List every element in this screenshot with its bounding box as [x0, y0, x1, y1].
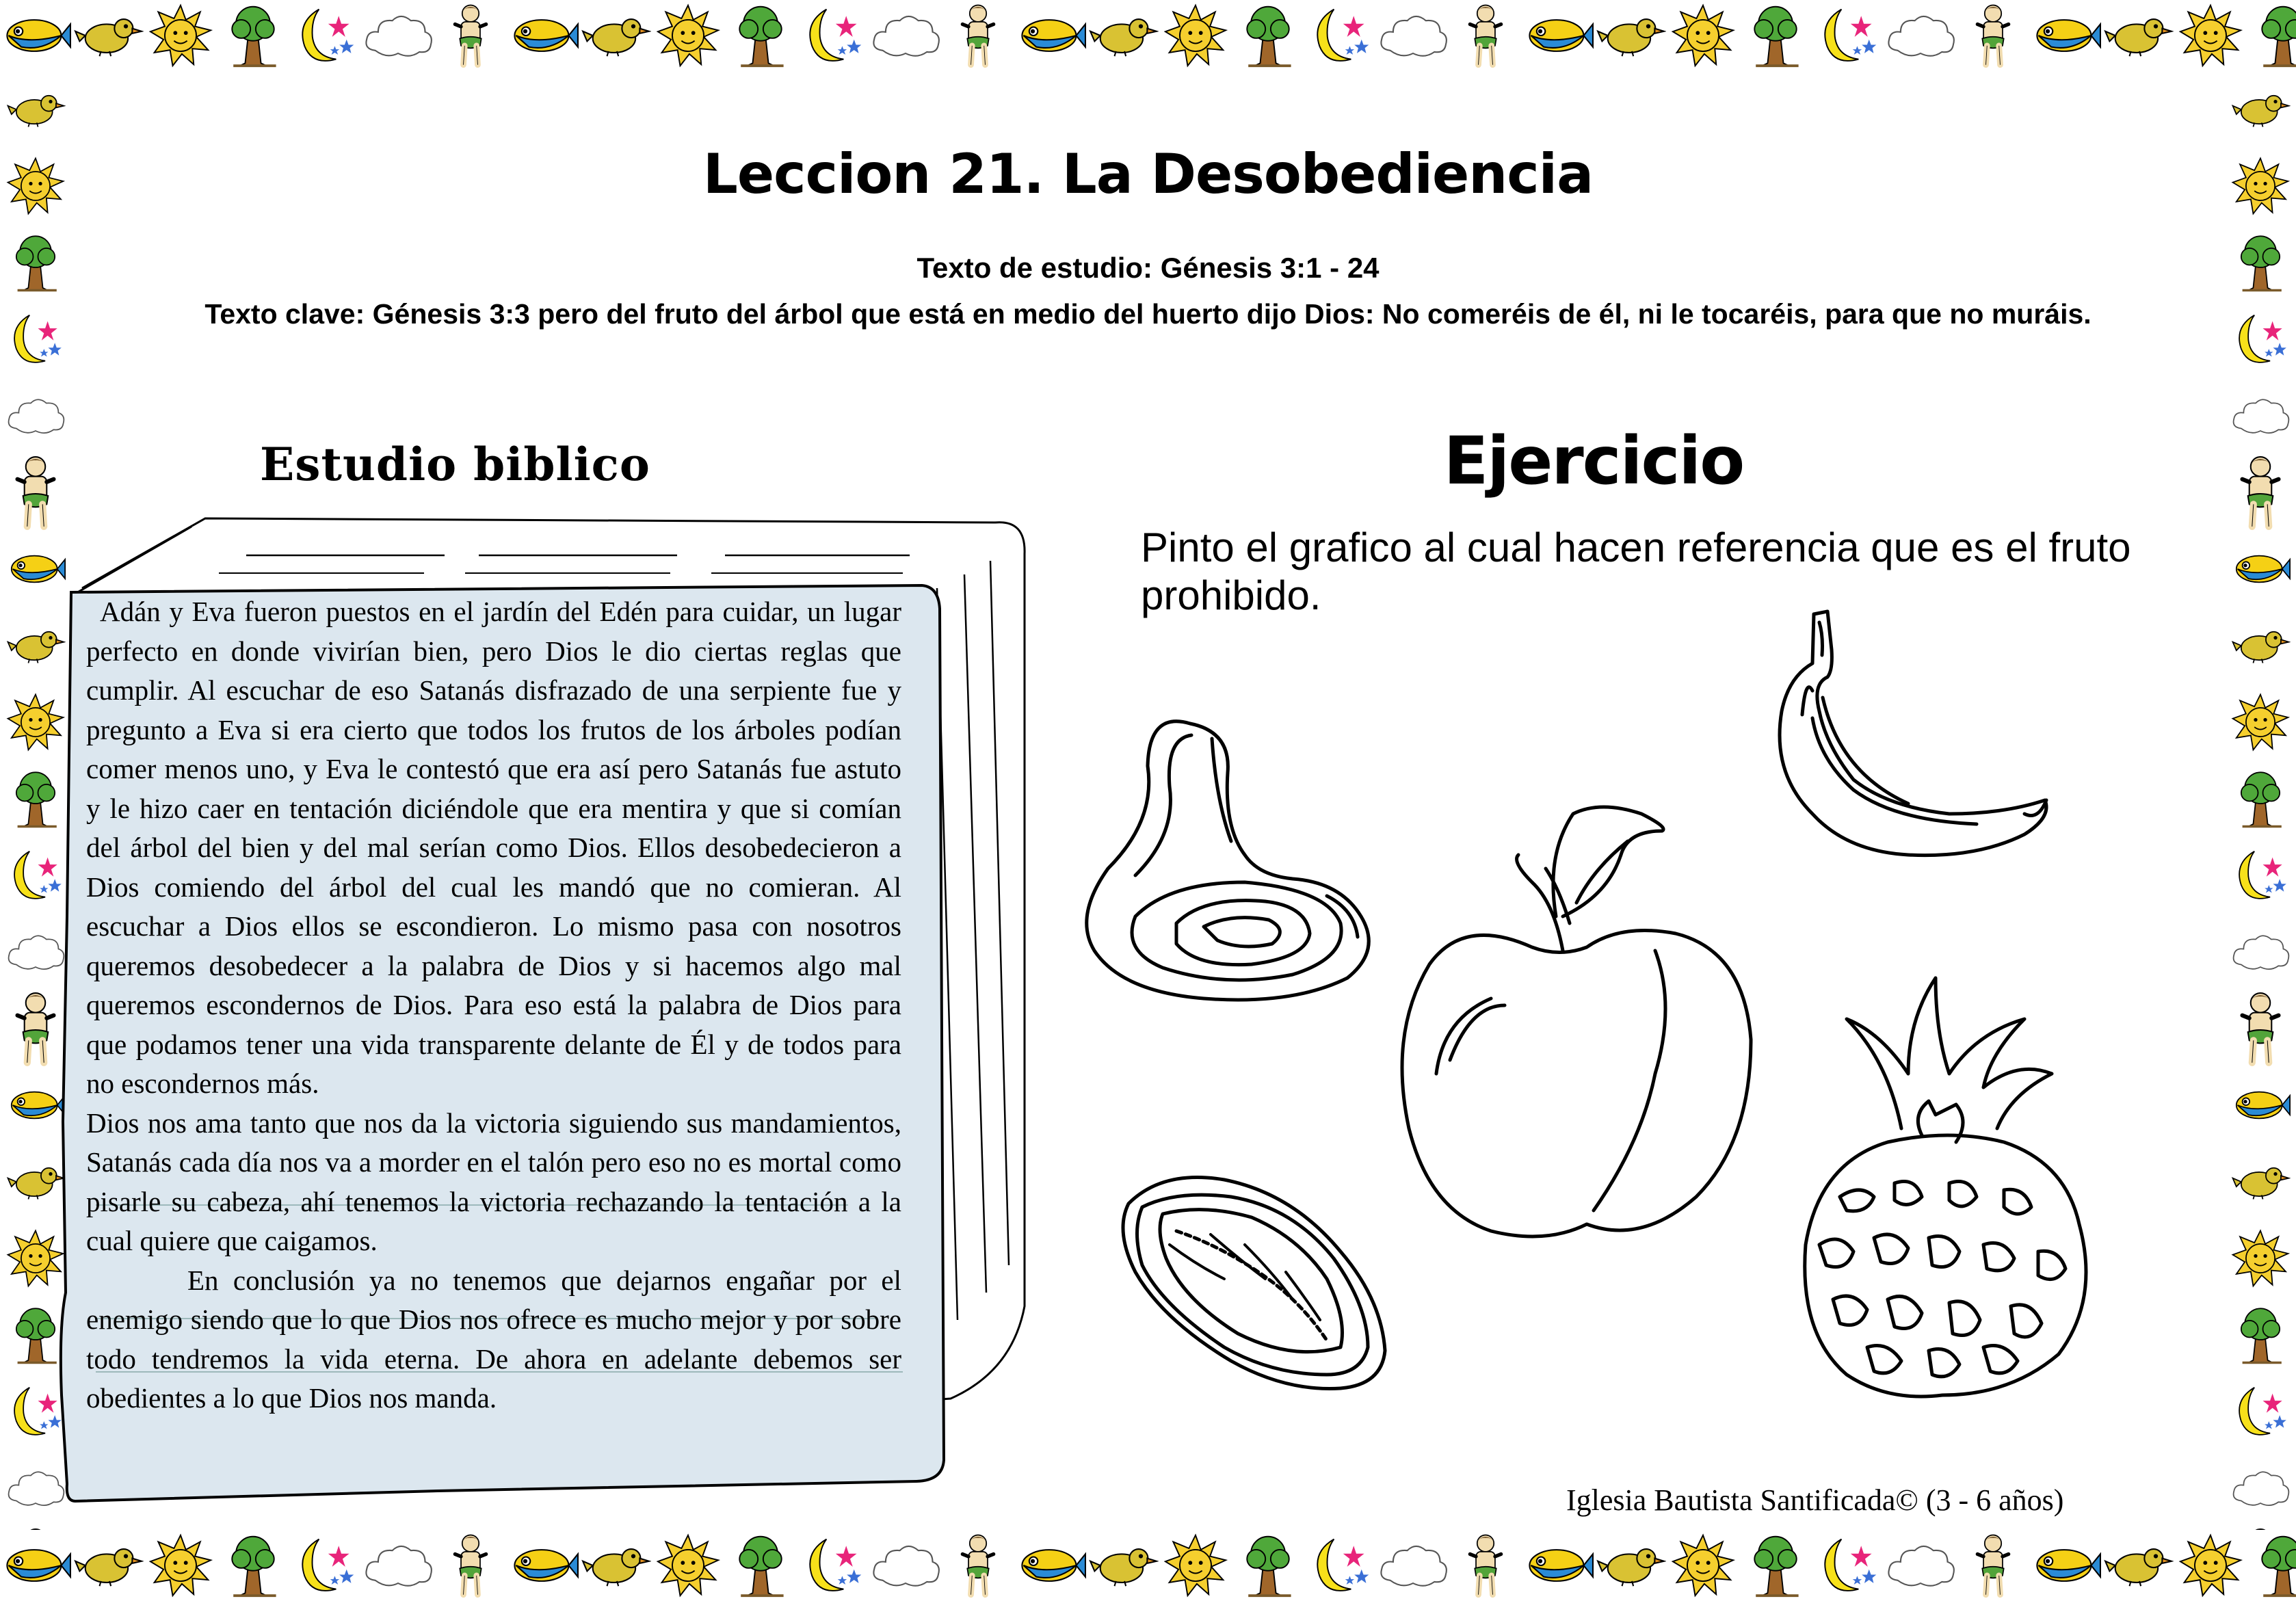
child-icon — [2230, 990, 2291, 1067]
sun-icon — [145, 3, 216, 68]
border-top — [0, 0, 2296, 71]
cloud-icon — [2230, 1450, 2291, 1526]
bird-icon — [580, 3, 651, 68]
child-icon — [1957, 1533, 2029, 1598]
cloud-icon — [2230, 378, 2291, 454]
bird-icon — [1595, 1533, 1666, 1598]
child-icon — [1450, 3, 1521, 68]
child-icon — [435, 3, 506, 68]
cloud-icon — [1377, 1533, 1449, 1598]
moon-stars-icon — [290, 3, 361, 68]
cloud-icon — [1885, 3, 1956, 68]
footer-credit: Iglesia Bautista Santificada© (3 - 6 años) — [1566, 1483, 2064, 1517]
moon-stars-icon — [1812, 1533, 1884, 1598]
tree-icon — [2247, 3, 2296, 68]
sun-icon — [2175, 1533, 2246, 1598]
key-text: Texto clave: Génesis 3:3 pero del fruto del árbol que está en medio del huerto dijo Dios: No comeréis de él, ni le tocaréis, para que no muráis. — [204, 298, 2092, 330]
exercise-heading: Ejercicio — [1443, 423, 1744, 499]
bird-icon — [2230, 607, 2291, 684]
study-paragraph: En conclusión ya no tenemos que dejarnos engañar por el enemigo siendo que lo que Dios nos ofrece es mucho mejor y por sobre todo tendremos la vida eterna. De ahora en adelante debemos ser obedientes a lo que Dios nos manda. — [86, 1264, 901, 1414]
sun-icon — [1160, 1533, 1231, 1598]
child-icon — [2230, 454, 2291, 531]
bird-icon — [72, 3, 144, 68]
cloud-icon — [5, 378, 66, 454]
papaya-drawing[interactable] — [1123, 1178, 1385, 1389]
bird-icon — [5, 71, 66, 148]
tree-icon — [1232, 3, 1304, 68]
cloud-icon — [870, 3, 941, 68]
fish-icon — [1015, 3, 1086, 68]
sun-icon — [1160, 3, 1231, 68]
tree-icon — [2247, 1533, 2296, 1598]
child-icon — [2230, 1526, 2291, 1530]
child-icon — [1450, 1533, 1521, 1598]
fish-icon — [1522, 1533, 1594, 1598]
fish-icon — [507, 3, 579, 68]
tree-icon — [725, 3, 796, 68]
child-icon — [1957, 3, 2029, 68]
sun-icon — [1667, 1533, 1739, 1598]
tree-icon — [2230, 760, 2291, 837]
tree-icon — [1232, 1533, 1304, 1598]
study-text — [86, 592, 901, 1418]
moon-stars-icon — [1305, 1533, 1376, 1598]
moon-stars-icon — [1305, 3, 1376, 68]
banana-drawing[interactable] — [1780, 611, 2046, 856]
cloud-icon — [1377, 3, 1449, 68]
bird-icon — [1087, 3, 1159, 68]
tree-icon — [217, 3, 289, 68]
border-right — [2225, 71, 2296, 1530]
fish-icon — [1522, 3, 1594, 68]
fruit-illustrations — [1067, 595, 2161, 1464]
fish-icon — [2030, 3, 2101, 68]
bird-icon — [2230, 1143, 2291, 1220]
bird-icon — [2230, 71, 2291, 148]
pineapple-drawing[interactable] — [1805, 978, 2086, 1397]
moon-stars-icon — [2230, 837, 2291, 914]
cloud-icon — [362, 3, 434, 68]
moon-stars-icon — [2230, 1373, 2291, 1450]
study-heading: Estudio biblico — [260, 438, 650, 491]
sun-icon — [2230, 1220, 2291, 1297]
tree-icon — [1740, 3, 1811, 68]
bird-icon — [2102, 3, 2174, 68]
sun-icon — [652, 3, 724, 68]
moon-stars-icon — [1812, 3, 1884, 68]
tree-icon — [1740, 1533, 1811, 1598]
study-reference: Texto de estudio: Génesis 3:1 - 24 — [916, 252, 1380, 284]
cloud-icon — [1885, 1533, 1956, 1598]
bird-icon — [1595, 3, 1666, 68]
sun-icon — [2230, 684, 2291, 760]
fish-icon — [0, 3, 71, 68]
apple-drawing[interactable] — [1402, 807, 1751, 1236]
sun-icon — [2175, 3, 2246, 68]
bird-icon — [1087, 1533, 1159, 1598]
fish-icon — [2030, 1533, 2101, 1598]
avocado-drawing[interactable] — [1087, 722, 1369, 1000]
child-icon — [942, 3, 1014, 68]
lesson-title: Leccion 21. La Desobediencia — [702, 142, 1594, 206]
fish-icon — [2230, 1067, 2291, 1143]
cloud-icon — [2230, 914, 2291, 990]
moon-stars-icon — [797, 3, 869, 68]
bird-icon — [2102, 1533, 2174, 1598]
study-paragraph: Adán y Eva fueron puestos en el jardín del Edén para cuidar, un lugar perfecto en donde vivirían bien, pero Dios le dio ciertas reglas que cumplir. Al escuchar de eso Satanás disfrazado de una serpiente fue y pregunto a Eva si era cierto que todos los frutos de los árboles podían comer menos uno, y Eva le contestó que era así pero Satanás fue astuto y le hizo caer en tentación diciéndole que era mentira y que si comían del árbol del bien y del mal serían como Dios. Ellos desobedecieron a Dios comiendo del árbol del cual les mandó que no comieran. Al escuchar a Dios ellos se escondieron. Lo mismo pasa con nosotros queremos desobedecer a la palabra de Dios y si hacemos algo mal queremos escondernos de Dios. Para eso está la palabra de Dios para que podamos tener una vida transparente delante de Él y de todos para no escondernos más. — [86, 596, 901, 1099]
study-paragraph: Dios nos ama tanto que nos da la victoria siguiendo sus mandamientos, Satanás cada día nos va a morder en el talón pero eso no es mortal como pisarle su cabeza, ahí tenemos la victoria rechazando la tentación a la cual quiere que caigamos. — [86, 1107, 901, 1256]
sun-icon — [1667, 3, 1739, 68]
tree-icon — [2230, 1297, 2291, 1373]
fish-icon — [2230, 531, 2291, 607]
exercise-instruction: Pinto el grafico al cual hacen referencia que es el fruto prohibido. — [1141, 525, 2131, 618]
